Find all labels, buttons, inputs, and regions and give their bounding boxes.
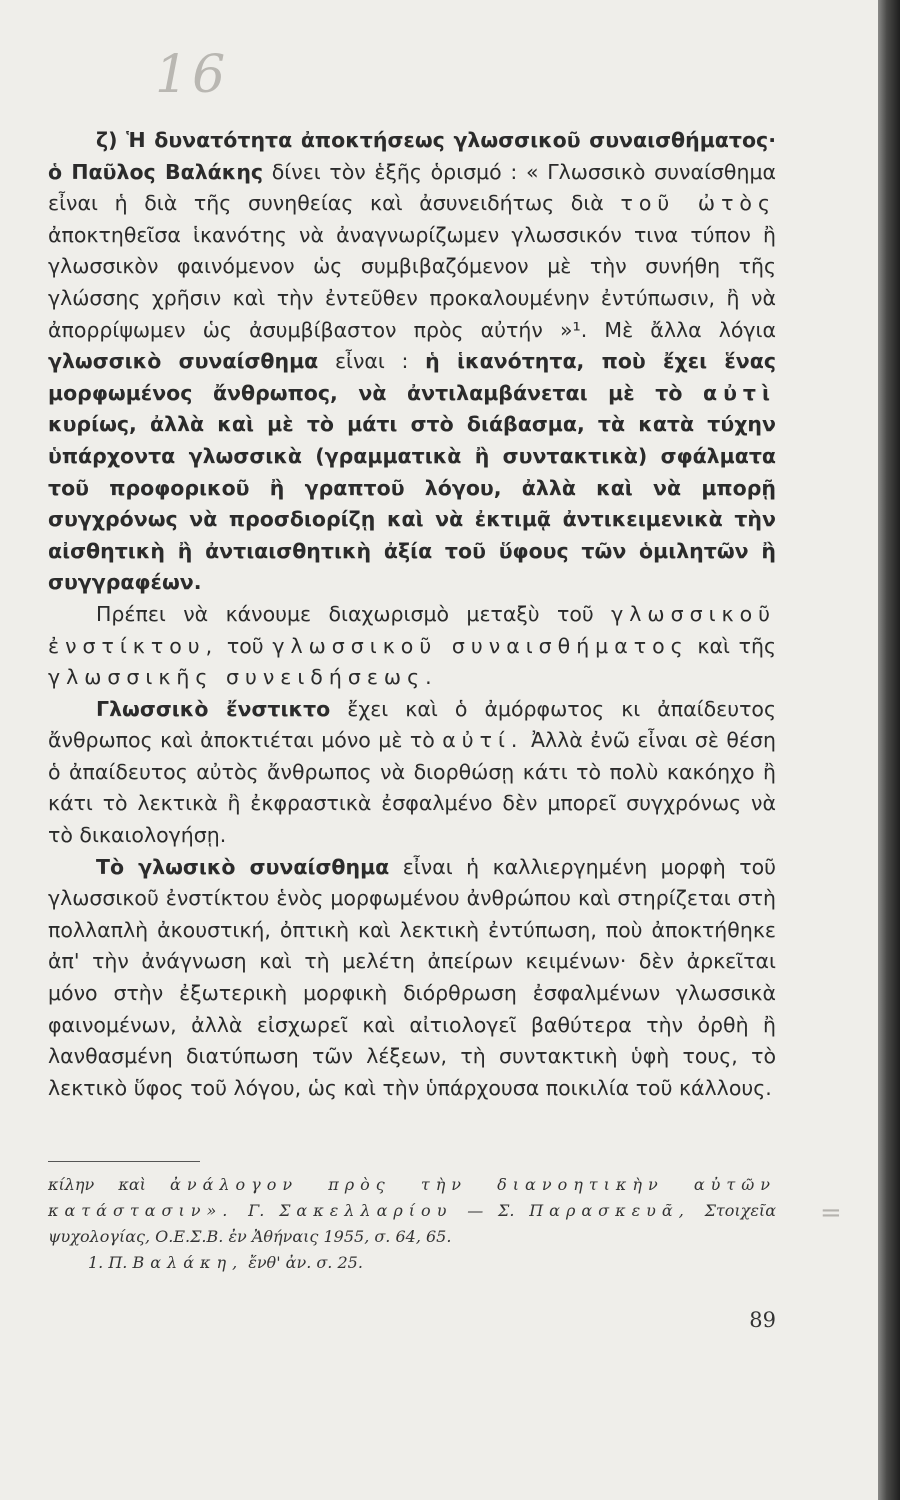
text-span: καὶ τῆς xyxy=(688,633,776,658)
emphasis-span: γλωσσικοῦ συναισθήματος xyxy=(272,633,689,658)
page-number: 89 xyxy=(749,1308,776,1332)
footnote-text: 1. Π. xyxy=(88,1253,133,1272)
footnote-1 xyxy=(48,1250,776,1276)
paragraph-distinction xyxy=(48,599,776,694)
bold-term: Γλωσσικὸ ἔνστικτο xyxy=(96,696,331,721)
text-span: δίνει τὸν ἑξῆς ὁρισμό : « Γλωσσικὸ συναίσθημα εἶναι ἡ διὰ τῆς συνηθείας καὶ ἀσυνειδήτως διὰ xyxy=(48,159,777,216)
text-span: Πρέπει νὰ κάνουμε διαχωρισμὸ μεταξὺ τοῦ xyxy=(96,601,612,626)
footnote-author: Παρασκευᾶ, xyxy=(529,1201,690,1220)
bold-term: γλωσσικὸ συναίσθημα xyxy=(48,349,319,374)
bold-definition: ἡ ἱκανότητα, ποὺ ἔχει ἕνας μορφωμένος ἄνθρωπος, νὰ ἀντιλαμβάνεται μὲ τὸ xyxy=(48,349,776,405)
text-span: τοῦ xyxy=(218,633,273,658)
footnote-author: Σακελλαρίου xyxy=(279,1201,453,1220)
emphasis-span: τοῦ ὠτὸς xyxy=(620,191,776,216)
margin-pencil-mark: = xyxy=(820,1198,842,1228)
paragraph-feeling xyxy=(48,852,776,1105)
handwritten-page-note: 16 xyxy=(155,45,230,105)
footnote-text: Στοιχεῖα ψυχολογίας, Ο.Ε.Σ.Β. ἐν Ἀθήναις 1955, σ. 64, 65. xyxy=(48,1201,776,1246)
footnote-divider xyxy=(48,1161,200,1162)
footnote-text: ἔνθ' ἀν. σ. 25. xyxy=(243,1253,363,1272)
emphasis-span: αὐτί. xyxy=(442,728,524,753)
text-span: εἶναι ἡ καλλιεργημένη μορφὴ τοῦ γλωσσικοῦ ἐνστίκτου ἑνὸς μορφωμένου ἀνθρώπου καὶ στηρίζεται στὴ πολλαπλὴ ἀκουστική, ὀπτικὴ καὶ λεκτικὴ ἐντύπωση, ποὺ ἀποκτήθηκε ἀπ' τὴν ἀνάγνωση καὶ τὴ μελέτη ἀπείρων κειμένων· δὲν ἀρκεῖται μόνο στὴν ἐξωτερικὴ μορφικὴ διόρθρωση ἐσφαλμένων γλωσσικὰ φαινομένων, ἀλλὰ εἰσχωρεῖ καὶ αἰτιολογεῖ βαθύτερα τὴν ὀρθὴ ἢ λανθασμένη διατύπωση τῶν λέξεων, τὴ συντακτικὴ ὑφὴ τους, τὸ λεκτικὸ ὕφος τοῦ λόγου, ὡς καὶ τὴν ὑπάρχουσα ποικιλία τοῦ κάλλους. xyxy=(48,854,777,1100)
footnote-author: Βαλάκη, xyxy=(132,1253,244,1272)
text-span: εἶναι : xyxy=(318,349,426,374)
page-edge-shadow xyxy=(878,0,900,1500)
text-span: ἔχει καὶ ὁ ἀμόρφωτος κι ἀπαίδευτος ἄνθρωπος καὶ ἀποκτιέται μόνο μὲ τὸ xyxy=(48,696,776,753)
section-heading: ζ) Ἡ δυνατότητα ἀποκτήσεως γλωσσικοῦ συναισθήματος· xyxy=(96,128,776,152)
text-span: ἀποκτηθεῖσα ἱκανότης νὰ ἀναγνωρίζωμεν γλωσσικόν τινα τύπον ἢ γλωσσικὸν φαινόμενον ὡς συμβιβαζόμενον μὲ τὴν συνήθη τῆς γλώσσης χρῆσιν καὶ τὴν ἐντεῦθεν προκαλουμένην ἐντύπωσιν, ἢ νὰ ἀπορρίψωμεν ὡς ἀσυμβίβαστον πρὸς αὐτήν »¹. Μὲ ἄλλα λόγια xyxy=(48,222,776,342)
bold-term: Τὸ γλωσικὸ συναίσθημα xyxy=(96,854,390,879)
paragraph-definition xyxy=(48,125,776,599)
text-span: Ἀλλὰ ἐνῶ εἶναι σὲ θέση ὁ ἀπαίδευτος αὐτὸς ἄνθρωπος νὰ διορθώσῃ κάτι τὸ πολὺ κακόηχο ἢ κάτι τὸ λεκτικὰ ἢ ἐκφραστικὰ ἐσφαλμένο δὲν μπορεῖ συγχρόνως νὰ τὸ δικαιολογήσῃ. xyxy=(48,728,776,848)
paragraph-instinct xyxy=(48,694,776,852)
footnote-continuation xyxy=(48,1172,776,1250)
bold-definition: κυρίως, ἀλλὰ καὶ μὲ τὸ μάτι στὸ διάβασμα, τὰ κατὰ τύχην ὑπάρχοντα γλωσσικὰ (γραμματικὰ ἢ συντακτικὰ) σφάλματα τοῦ προφορικοῦ ἢ γραπτοῦ λόγου, ἀλλὰ καὶ νὰ μπορῇ συγχρόνως νὰ προσδιορίζῃ καὶ νὰ ἐκτιμᾷ ἀντικειμενικὰ τὴν αἰσθητικὴ ἢ ἀντιαισθητικὴ ἀξία τοῦ ὕφους τῶν ὁμιλητῶν ἢ συγγραφέων. xyxy=(48,412,776,595)
bold-emphasis-span: αὐτὶ xyxy=(703,380,776,405)
emphasis-span: γλωσσικῆς συνειδήσεως. xyxy=(48,665,438,690)
footnotes xyxy=(48,1172,776,1276)
subject-name: ὁ Παῦλος Βαλάκης xyxy=(48,159,264,184)
footnote-spaced-text: ἀνάλογον πρὸς τὴν διανοητικὴν αὐτῶν κατάστασιν». xyxy=(48,1175,776,1220)
footnote-text: — Σ. xyxy=(452,1201,530,1220)
footnote-text: κίλην καὶ xyxy=(48,1175,171,1194)
footnote-text: Γ. xyxy=(233,1201,280,1220)
emphasis-span: γλωσσικοῦ ἐνστίκτου, xyxy=(48,601,776,658)
main-text xyxy=(48,125,776,1104)
